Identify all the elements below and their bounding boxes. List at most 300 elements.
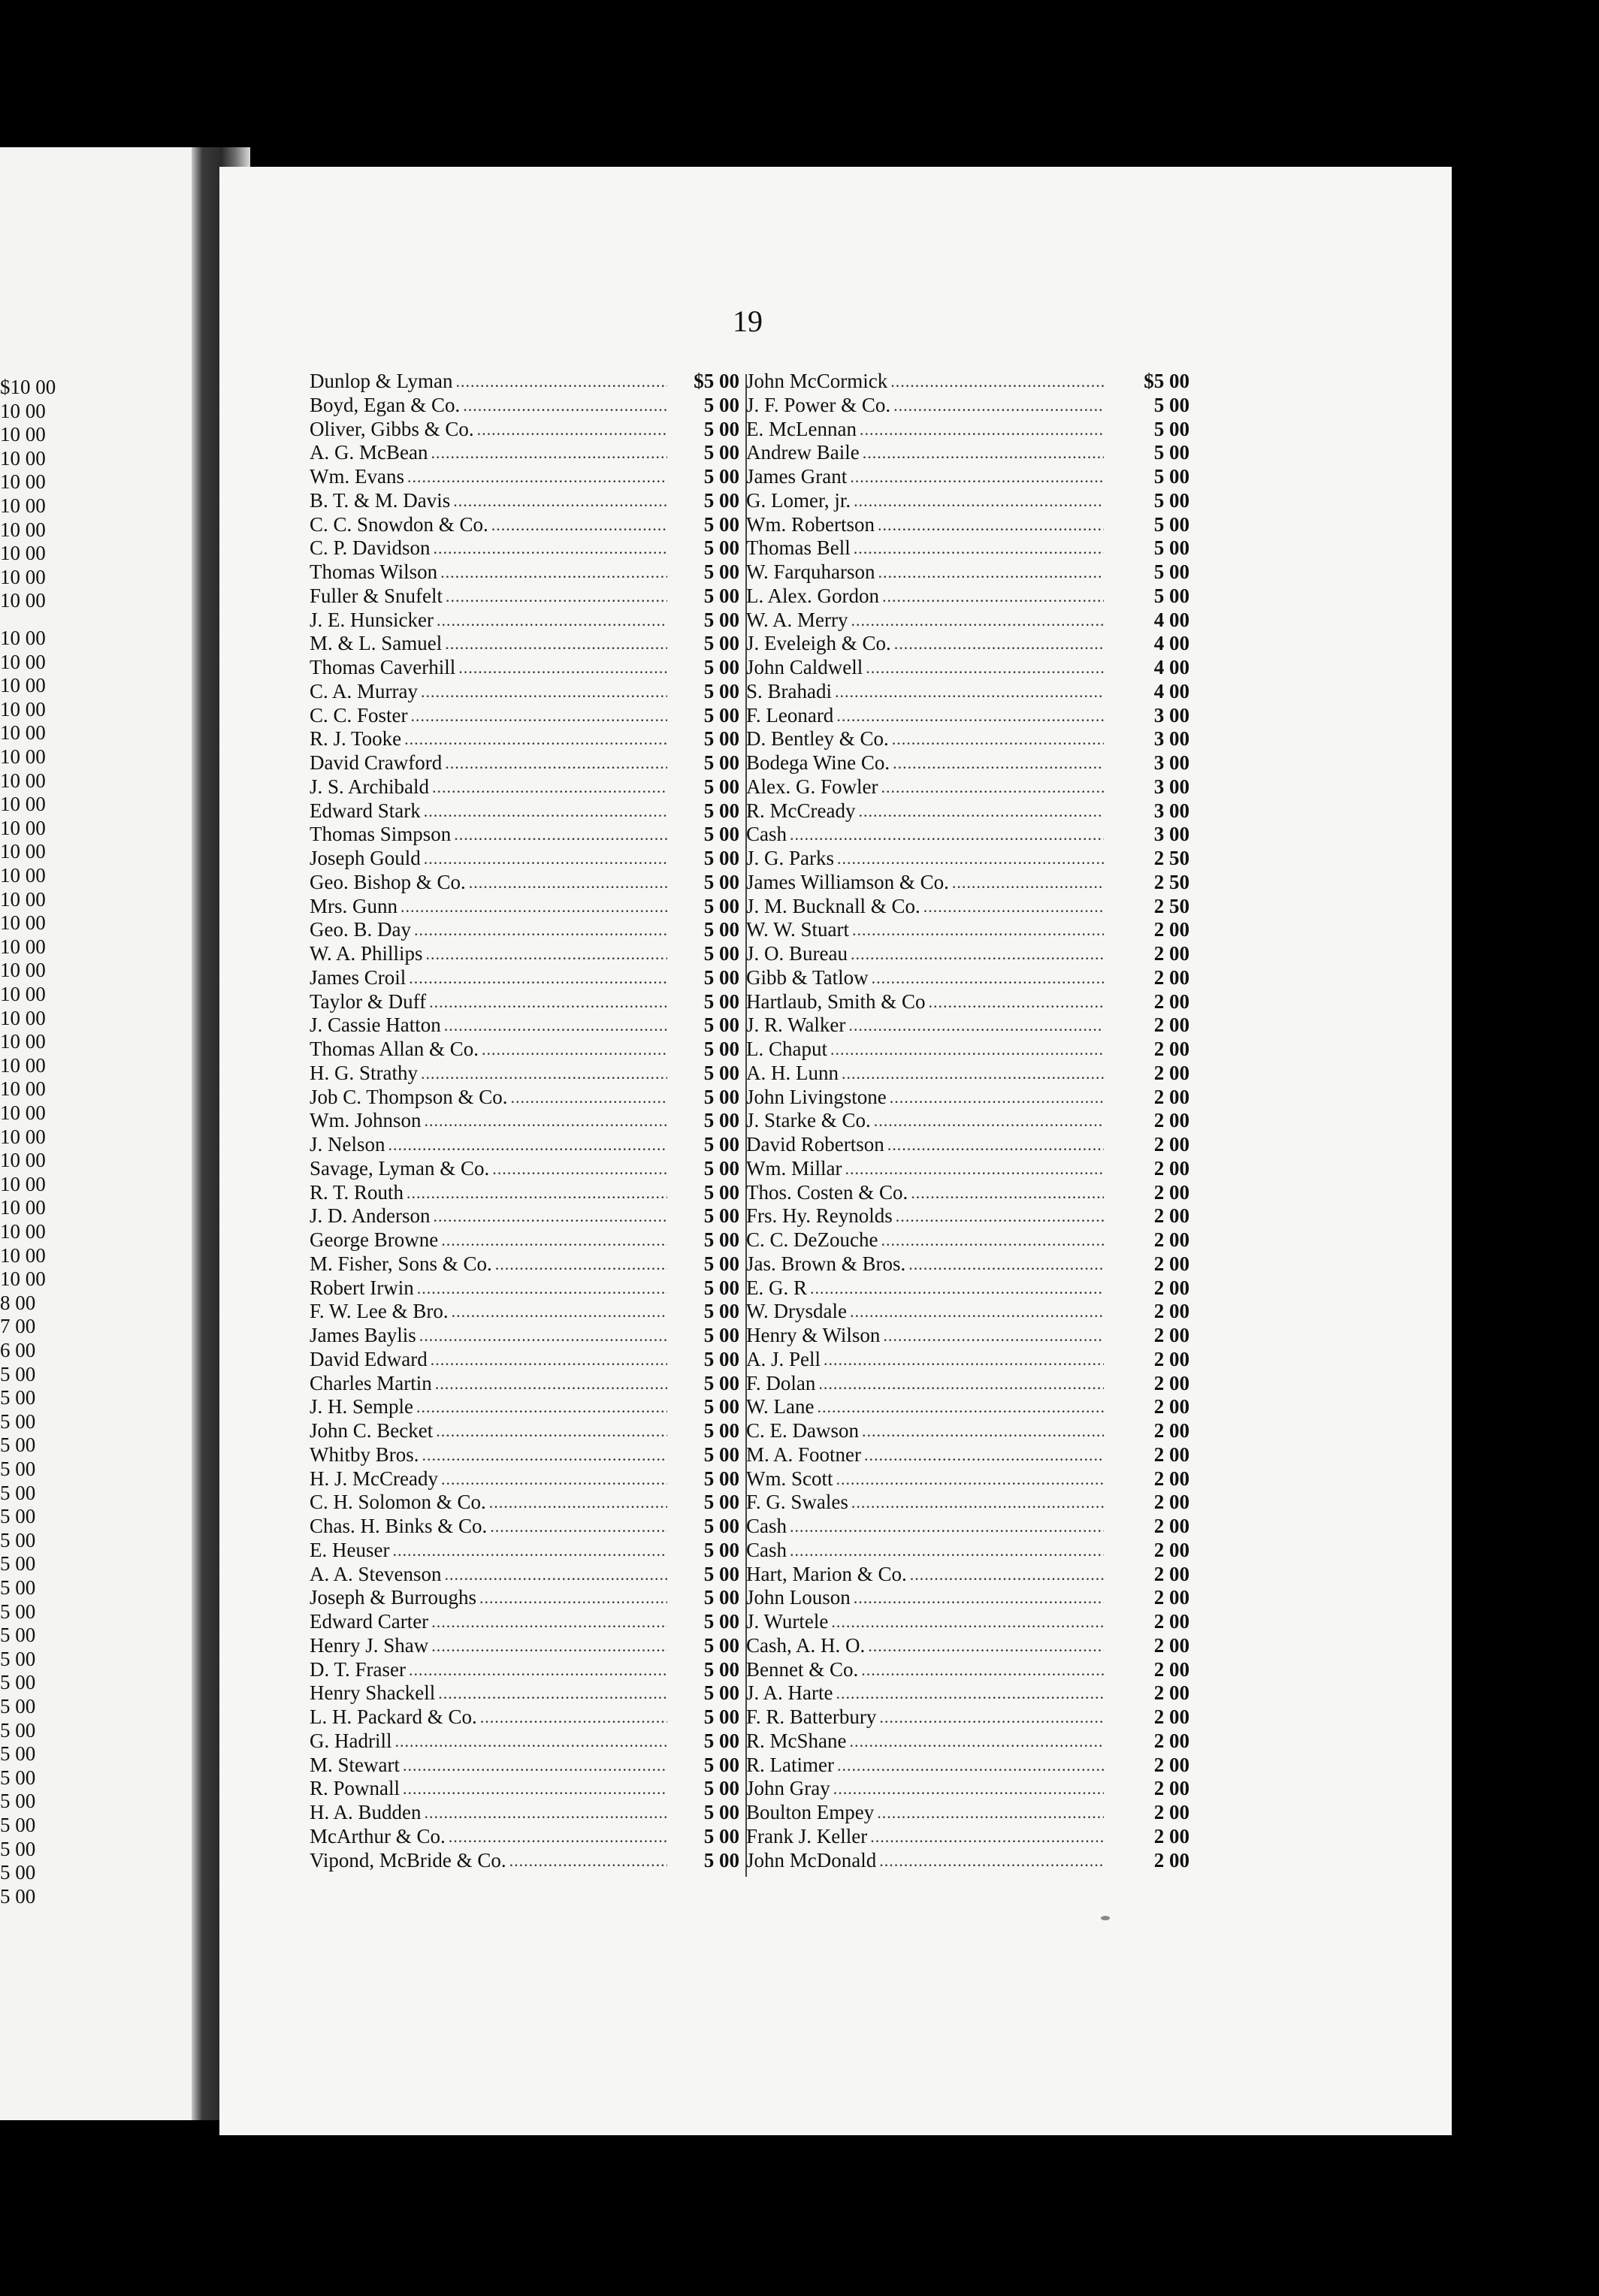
list-item (310, 465, 739, 489)
subscriber-name: J. M. Bucknall & Co. (746, 894, 920, 917)
subscriber-name: George Browne (310, 1228, 439, 1251)
subscription-amount: 5 00 (703, 1419, 739, 1442)
list-item (310, 1443, 739, 1467)
subscriber-name: Jas. Brown & Bros. (746, 1252, 906, 1275)
list-item (310, 1610, 739, 1634)
subscriber-name: H. J. McCready (310, 1467, 438, 1490)
subscriber-name: J. S. Archibald (310, 775, 429, 798)
list-item (310, 966, 739, 990)
list-item (310, 775, 739, 799)
subscription-amount: 5 00 (703, 1753, 739, 1776)
list-item (746, 656, 1189, 680)
list-item (746, 370, 1189, 394)
subscription-amount: 5 00 (703, 1443, 739, 1466)
subscriber-name: J. Wurtele (746, 1610, 829, 1633)
subscription-amount: 5 00 (703, 894, 739, 917)
dot-leader (425, 1109, 668, 1133)
list-item (746, 1038, 1189, 1062)
subscription-amount: 5 00 (703, 1824, 739, 1847)
left-page-amount: 5 00 (0, 1481, 36, 1504)
subscriber-name: Boyd, Egan & Co. (310, 393, 461, 416)
list-item (746, 1801, 1189, 1825)
subscription-amount: 5 00 (703, 942, 739, 965)
dot-leader (436, 1419, 667, 1443)
subscription-amount: 5 00 (703, 488, 739, 512)
dot-leader (511, 1086, 667, 1110)
left-page-amount: 5 00 (0, 1600, 36, 1623)
list-item (746, 847, 1189, 871)
subscription-amount: 5 00 (1153, 441, 1189, 464)
left-page-amount: 5 00 (0, 1695, 36, 1717)
subscription-amount: 5 00 (703, 1395, 739, 1418)
list-item (746, 560, 1189, 585)
dot-leader (403, 1754, 667, 1778)
subscriber-name: A. G. McBean (310, 441, 428, 464)
list-item (310, 418, 739, 442)
left-page-amount: 5 00 (0, 1409, 36, 1433)
subscription-amount: 5 00 (703, 584, 739, 607)
dot-leader (893, 751, 1104, 775)
subscription-amount: 5 00 (1153, 488, 1189, 512)
subscription-amount: 5 00 (703, 1252, 739, 1275)
list-item (310, 847, 739, 871)
subscriber-name: Dunlop & Lyman (310, 370, 453, 392)
left-page-amount: 5 00 (0, 1552, 36, 1575)
subscription-amount: 3 00 (1153, 751, 1189, 774)
subscription-amount: 5 00 (703, 1657, 739, 1681)
left-page-amount: 10 00 (0, 674, 46, 697)
subscription-amount: 5 00 (703, 1276, 739, 1299)
subscription-amount: 2 00 (1153, 965, 1189, 989)
subscription-amount: 5 00 (703, 1300, 739, 1323)
subscriber-name: F. R. Batterbury (746, 1705, 877, 1728)
subscriber-name: W. A. Phillips (310, 942, 423, 965)
subscription-amount: 2 00 (1153, 1204, 1189, 1228)
subscriber-name: Hart, Marion & Co. (746, 1562, 907, 1585)
list-item (310, 871, 739, 895)
subscriber-name: M. A. Footner (746, 1443, 862, 1466)
left-page-amount: 10 00 (0, 1125, 46, 1148)
subscriber-name: James Williamson & Co. (746, 870, 949, 893)
dot-leader (854, 1586, 1104, 1610)
list-item (310, 1754, 739, 1778)
subscriber-name: J. D. Anderson (310, 1204, 431, 1228)
dot-leader (866, 656, 1104, 680)
subscriber-name: Andrew Baile (746, 441, 860, 464)
list-item (746, 1586, 1189, 1610)
list-item (746, 727, 1189, 751)
left-page-amount: 10 00 (0, 1172, 46, 1195)
dot-leader (454, 823, 667, 847)
subscription-amount: 2 00 (1153, 1014, 1189, 1037)
subscriber-name: Frank J. Keller (746, 1824, 868, 1847)
dot-leader (431, 1634, 667, 1658)
dot-leader (403, 1777, 667, 1801)
dot-leader (842, 1062, 1104, 1086)
list-item (746, 609, 1189, 633)
subscriber-name: Robert Irwin (310, 1276, 414, 1299)
subscriber-name: Thomas Allan & Co. (310, 1038, 479, 1060)
list-item (310, 656, 739, 680)
dot-leader (441, 1467, 667, 1491)
dot-leader (452, 1300, 667, 1324)
subscription-amount: 5 00 (703, 1515, 739, 1537)
subscription-amount: 2 00 (1153, 1562, 1189, 1585)
list-item (310, 1849, 739, 1873)
list-item (310, 1419, 739, 1443)
list-item (746, 1228, 1189, 1252)
subscription-amount: 5 00 (703, 775, 739, 798)
subscriber-name: Gibb & Tatlow (746, 965, 869, 989)
subscription-amount: 5 00 (703, 799, 739, 822)
left-page-amount: 10 00 (0, 542, 46, 565)
left-page-amount: 8 00 (0, 1291, 36, 1314)
subscriber-name: Savage, Lyman & Co. (310, 1156, 490, 1180)
dot-leader (923, 895, 1104, 919)
dot-leader (394, 1730, 667, 1754)
list-item (310, 560, 739, 585)
dot-leader (449, 1825, 667, 1849)
list-item (746, 1204, 1189, 1228)
subscriber-name: Thomas Wilson (310, 560, 438, 583)
subscription-amount: 5 00 (1153, 536, 1189, 560)
subscription-amount: 5 00 (1153, 417, 1189, 440)
left-page-amount: 10 00 (0, 697, 46, 721)
list-item (310, 1801, 739, 1825)
subscriber-name: John Louson (746, 1586, 851, 1609)
subscriber-name: J. Nelson (310, 1133, 385, 1156)
list-item (310, 727, 739, 751)
subscriber-name: R. McShane (746, 1729, 847, 1752)
dot-leader (890, 370, 1104, 394)
subscriber-name: A. A. Stevenson (310, 1562, 442, 1585)
dot-leader (790, 823, 1104, 847)
list-item (746, 1610, 1189, 1634)
dot-leader (887, 1133, 1104, 1157)
dot-leader (458, 656, 667, 680)
list-item (746, 1849, 1189, 1873)
subscriber-name: Frs. Hy. Reynolds (746, 1204, 893, 1228)
subscriber-name: Whitby Bros. (310, 1443, 419, 1466)
list-item (746, 1467, 1189, 1491)
subscriber-name: Geo. B. Day (310, 918, 411, 941)
dot-leader (431, 441, 667, 465)
subscription-amount: 2 00 (1153, 1133, 1189, 1156)
list-item (746, 751, 1189, 775)
subscription-amount: 5 00 (703, 679, 739, 702)
subscription-amount: 2 00 (1153, 1109, 1189, 1132)
subscriber-name: R. T. Routh (310, 1180, 404, 1204)
subscription-amount: 2 00 (1153, 1276, 1189, 1299)
dot-leader (416, 1395, 667, 1419)
dot-leader (414, 918, 667, 942)
subscription-amount: 5 00 (703, 989, 739, 1013)
dot-leader (872, 966, 1104, 990)
dot-leader (477, 418, 667, 442)
list-item (310, 1586, 739, 1610)
dot-leader (469, 871, 667, 895)
dot-leader (850, 465, 1104, 489)
left-page-amount: 10 00 (0, 1267, 46, 1291)
list-item (746, 918, 1189, 942)
left-page-amount: 5 00 (0, 1861, 36, 1884)
subscriber-name: W. Farquharson (746, 560, 875, 583)
subscriber-name: D. Bentley & Co. (746, 727, 889, 751)
left-page-amount: 10 00 (0, 650, 46, 673)
dot-leader (874, 1109, 1104, 1133)
subscription-amount: 5 00 (703, 1204, 739, 1228)
dot-leader (851, 609, 1105, 633)
subscriber-name: James Croil (310, 965, 407, 989)
left-page-amount: 5 00 (0, 1742, 36, 1766)
subscriber-name: Cash (746, 1538, 787, 1561)
list-item (310, 895, 739, 919)
dot-leader (852, 918, 1104, 942)
left-page-amount: 10 00 (0, 793, 46, 816)
subscriber-name: C. P. Davidson (310, 536, 431, 560)
dot-leader (878, 560, 1104, 585)
subscription-amount: 2 00 (1153, 1347, 1189, 1370)
dot-leader (850, 1300, 1104, 1324)
subscription-amount: 5 00 (703, 1180, 739, 1204)
subscriber-name: J. Starke & Co. (746, 1109, 871, 1132)
subscription-amount: 2 00 (1153, 1824, 1189, 1847)
subscriber-name: M. Fisher, Sons & Co. (310, 1252, 492, 1275)
subscriber-name: Cash (746, 823, 787, 846)
subscription-amount: 5 00 (1153, 393, 1189, 416)
subscriber-name: C. E. Dawson (746, 1419, 859, 1442)
dot-leader (424, 847, 667, 871)
list-item (310, 1777, 739, 1801)
dot-leader (836, 1467, 1105, 1491)
subscriber-name: John Livingstone (746, 1085, 887, 1108)
list-item (310, 1658, 739, 1682)
dot-leader (929, 990, 1105, 1014)
subscription-amount: 2 00 (1153, 1324, 1189, 1346)
subscription-amount: 5 00 (703, 608, 739, 631)
list-item (746, 1419, 1189, 1443)
left-page-amount: $10 00 (0, 376, 56, 398)
subscription-amount: 2 00 (1153, 1467, 1189, 1490)
left-page-amount: 5 00 (0, 1505, 36, 1528)
subscriber-name: C. H. Solomon & Co. (310, 1491, 486, 1514)
list-item (310, 1372, 739, 1396)
subscriber-name: David Edward (310, 1347, 428, 1370)
subscription-amount: 4 00 (1153, 679, 1189, 702)
list-item (746, 799, 1189, 823)
subscription-amount: 2 00 (1153, 1371, 1189, 1394)
left-page-amount: 10 00 (0, 627, 46, 649)
list-item (746, 441, 1189, 465)
list-item (310, 1324, 739, 1348)
subscription-amount: 5 00 (703, 465, 739, 488)
list-item (310, 1300, 739, 1324)
subscriber-name: Edward Carter (310, 1610, 429, 1633)
left-page-amount: 7 00 (0, 1315, 36, 1338)
subscription-amount: 5 00 (703, 441, 739, 464)
subscription-amount: 5 00 (703, 751, 739, 774)
dot-leader (431, 1610, 667, 1634)
subscriber-name: W. A. Merry (746, 608, 848, 631)
subscriber-name: Henry & Wilson (746, 1324, 881, 1346)
dot-leader (435, 1372, 667, 1396)
left-page-amount: 10 00 (0, 1196, 46, 1219)
list-item (746, 823, 1189, 847)
subscriber-name: Edward Stark (310, 799, 421, 822)
subscription-amount: 2 00 (1153, 1586, 1189, 1609)
dot-leader (837, 847, 1104, 871)
list-item (310, 1252, 739, 1276)
left-page-amount: 10 00 (0, 816, 46, 839)
list-item (310, 1467, 739, 1491)
list-item (746, 1157, 1189, 1181)
subscriber-name: G. Lomer, jr. (746, 488, 851, 512)
dot-leader (848, 1014, 1104, 1038)
list-item (746, 585, 1189, 609)
dot-leader (790, 1515, 1104, 1539)
list-item (310, 1825, 739, 1849)
dot-leader (440, 560, 667, 585)
subscriber-name: Wm. Millar (746, 1156, 842, 1180)
dot-leader (952, 871, 1104, 895)
dot-leader (836, 704, 1104, 728)
subscription-amount: 5 00 (703, 1467, 739, 1490)
list-item (746, 704, 1189, 728)
page-smudge (1101, 1916, 1110, 1920)
subscriber-name: Vipond, McBride & Co. (310, 1848, 506, 1872)
subscription-amount: 2 00 (1153, 1085, 1189, 1108)
dot-leader (407, 465, 667, 489)
list-item (746, 1372, 1189, 1396)
subscription-amount: 3 00 (1153, 775, 1189, 798)
dot-leader (479, 1586, 667, 1610)
dot-leader (419, 1324, 667, 1348)
subscriber-name: Boulton Empey (746, 1801, 875, 1823)
list-item (746, 1062, 1189, 1086)
subscription-amount: 2 00 (1153, 1419, 1189, 1442)
subscriber-name: L. Alex. Gordon (746, 584, 879, 607)
left-page-amount: 5 00 (0, 1790, 36, 1813)
subscriber-name: R. Latimer (746, 1753, 834, 1776)
left-page-amount: 5 00 (0, 1576, 36, 1599)
list-item (746, 1395, 1189, 1419)
subscriber-name: Wm. Scott (746, 1467, 833, 1490)
list-item (746, 680, 1189, 704)
dot-leader (911, 1181, 1104, 1205)
subscription-amount: 4 00 (1153, 656, 1189, 678)
list-item (310, 1681, 739, 1705)
subscriber-name: John Gray (746, 1777, 830, 1800)
dot-leader (881, 1228, 1104, 1252)
left-page-amount: 10 00 (0, 935, 46, 958)
dot-leader (833, 1777, 1104, 1801)
subscriber-name: R. J. Tooke (310, 727, 402, 751)
left-page-amount: 5 00 (0, 1647, 36, 1670)
subscription-amount: 5 00 (1153, 560, 1189, 583)
list-item (310, 942, 739, 966)
subscription-amount: 5 00 (703, 1133, 739, 1156)
list-item (746, 1777, 1189, 1801)
subscription-amount: 5 00 (703, 1109, 739, 1132)
dot-leader (910, 1563, 1104, 1587)
dot-leader (896, 1204, 1104, 1228)
subscription-amount: 2 00 (1153, 1180, 1189, 1204)
subscription-amount: 3 00 (1153, 703, 1189, 727)
subscription-amount: 5 00 (703, 1038, 739, 1060)
subscriber-name: G. Hadrill (310, 1729, 392, 1752)
subscription-amount: $5 00 (1144, 370, 1189, 392)
subscriber-name: Job C. Thompson & Co. (310, 1085, 508, 1108)
list-item (310, 489, 739, 513)
left-page-amount: 10 00 (0, 1077, 46, 1101)
subscriber-name: M. & L. Samuel (310, 632, 443, 655)
dot-leader (877, 1801, 1104, 1825)
subscriber-name: Oliver, Gibbs & Co. (310, 417, 474, 440)
list-item (746, 1563, 1189, 1587)
subscriber-name: C. C. DeZouche (746, 1228, 878, 1251)
subscription-amount: 2 00 (1153, 1443, 1189, 1466)
subscription-amount: 5 00 (703, 1705, 739, 1728)
subscriber-name: David Robertson (746, 1133, 884, 1156)
list-item (310, 680, 739, 704)
subscription-amount: 5 00 (703, 1324, 739, 1346)
list-item (310, 1133, 739, 1157)
list-item (746, 1705, 1189, 1730)
left-page-amount: 5 00 (0, 1884, 36, 1908)
dot-leader (409, 966, 667, 990)
dot-leader (810, 1276, 1104, 1301)
dot-leader (445, 751, 667, 775)
dot-leader (446, 585, 667, 609)
left-page-amount: 10 00 (0, 1101, 46, 1124)
left-page-amount: 10 00 (0, 959, 46, 982)
dot-leader (388, 1133, 668, 1157)
dot-leader (492, 1157, 667, 1181)
dot-leader (404, 727, 667, 751)
dot-leader (421, 1062, 667, 1086)
list-item (310, 1395, 739, 1419)
list-item (746, 1109, 1189, 1133)
list-item (746, 1252, 1189, 1276)
subscription-amount: 5 00 (703, 727, 739, 751)
list-item (310, 799, 739, 823)
dot-leader (429, 990, 667, 1014)
subscriber-name: Joseph Gould (310, 847, 421, 869)
list-item (746, 1300, 1189, 1324)
subscription-amount: 2 00 (1153, 1395, 1189, 1418)
list-item (310, 1038, 739, 1062)
list-item (310, 990, 739, 1014)
dot-leader (437, 609, 667, 633)
subscription-amount: 2 00 (1153, 1228, 1189, 1251)
subscription-amount: 5 00 (703, 1633, 739, 1657)
subscriber-name: J. R. Walker (746, 1014, 846, 1037)
left-page-amount: 10 00 (0, 1220, 46, 1243)
left-page-amount: 10 00 (0, 1149, 46, 1172)
dot-leader (882, 585, 1104, 609)
left-page-amount: 10 00 (0, 864, 46, 887)
subscription-amount: 5 00 (703, 1848, 739, 1872)
subscriber-name: A. J. Pell (746, 1347, 821, 1370)
subscription-amount: 2 00 (1153, 1156, 1189, 1180)
subscription-amount: 2 00 (1153, 1681, 1189, 1705)
subscription-amount: 2 00 (1153, 1801, 1189, 1823)
dot-leader (851, 942, 1104, 966)
left-page-amount: 10 00 (0, 565, 46, 588)
subscription-amount: 5 00 (703, 1801, 739, 1823)
subscriber-name: S. Brahadi (746, 679, 832, 702)
left-page-amount: 6 00 (0, 1339, 36, 1361)
